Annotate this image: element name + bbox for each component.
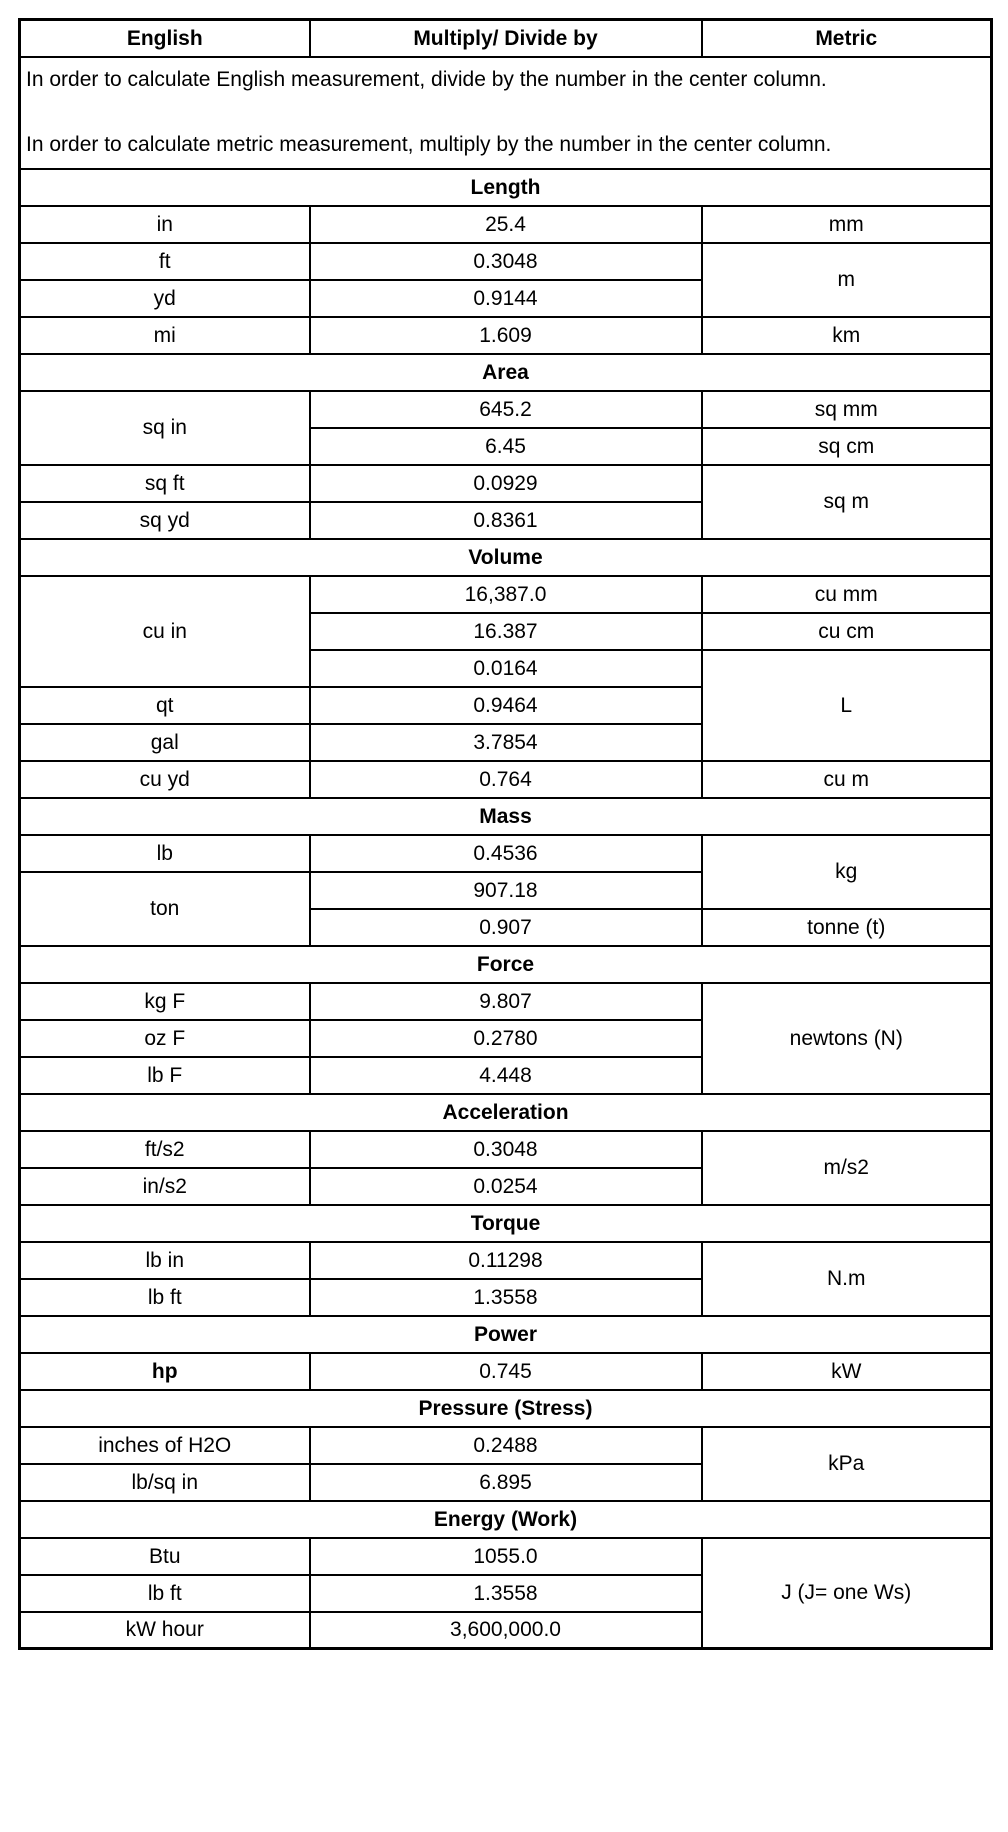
section-title-area: Area bbox=[20, 354, 992, 391]
header-row bbox=[20, 20, 992, 57]
factor-value: 4.448 bbox=[310, 1057, 702, 1094]
section-title-length: Length bbox=[20, 169, 992, 206]
factor-value: 0.0164 bbox=[310, 650, 702, 687]
factor-value: 0.4536 bbox=[310, 835, 702, 872]
table-row bbox=[20, 465, 992, 502]
section-row bbox=[20, 1390, 992, 1427]
english-unit: inches of H2O bbox=[20, 1427, 310, 1464]
english-unit: cu in bbox=[20, 576, 310, 687]
english-unit: ft bbox=[20, 243, 310, 280]
instructions-cell bbox=[20, 57, 992, 169]
factor-value: 6.45 bbox=[310, 428, 702, 465]
table-row bbox=[20, 835, 992, 872]
factor-value: 0.3048 bbox=[310, 1131, 702, 1168]
english-unit: Btu bbox=[20, 1538, 310, 1575]
table-row bbox=[20, 576, 992, 613]
table-row bbox=[20, 317, 992, 354]
factor-value: 25.4 bbox=[310, 206, 702, 243]
english-unit: yd bbox=[20, 280, 310, 317]
factor-value: 3.7854 bbox=[310, 724, 702, 761]
metric-unit: sq m bbox=[702, 465, 992, 539]
metric-unit: m/s2 bbox=[702, 1131, 992, 1205]
english-rule-note: In order to calculate English measurement, divide by the number in the center column. bbox=[26, 68, 827, 92]
table-row bbox=[20, 1427, 992, 1464]
section-row bbox=[20, 1501, 992, 1538]
metric-rule-note: In order to calculate metric measurement, multiply by the number in the center column. bbox=[26, 132, 832, 156]
factor-value: 0.745 bbox=[310, 1353, 702, 1390]
factor-value: 0.11298 bbox=[310, 1242, 702, 1279]
table-row bbox=[20, 761, 992, 798]
metric-unit: mm bbox=[702, 206, 992, 243]
table-row bbox=[20, 391, 992, 428]
section-row bbox=[20, 539, 992, 576]
factor-value: 6.895 bbox=[310, 1464, 702, 1501]
metric-unit: kPa bbox=[702, 1427, 992, 1501]
english-unit: qt bbox=[20, 687, 310, 724]
english-unit: lb/sq in bbox=[20, 1464, 310, 1501]
factor-value: 645.2 bbox=[310, 391, 702, 428]
factor-value: 1055.0 bbox=[310, 1538, 702, 1575]
factor-value: 1.3558 bbox=[310, 1575, 702, 1612]
section-row bbox=[20, 798, 992, 835]
metric-unit: sq mm bbox=[702, 391, 992, 428]
metric-unit: cu m bbox=[702, 761, 992, 798]
english-unit: lb ft bbox=[20, 1279, 310, 1316]
factor-value: 0.0929 bbox=[310, 465, 702, 502]
factor-value: 0.907 bbox=[310, 909, 702, 946]
table-row bbox=[20, 206, 992, 243]
english-unit: sq ft bbox=[20, 465, 310, 502]
factor-value: 0.3048 bbox=[310, 243, 702, 280]
english-unit: sq yd bbox=[20, 502, 310, 539]
factor-value: 0.8361 bbox=[310, 502, 702, 539]
metric-unit: cu cm bbox=[702, 613, 992, 650]
section-row bbox=[20, 1316, 992, 1353]
factor-value: 0.0254 bbox=[310, 1168, 702, 1205]
factor-value: 0.2780 bbox=[310, 1020, 702, 1057]
table-row bbox=[20, 243, 992, 280]
section-title-power: Power bbox=[20, 1316, 992, 1353]
section-row bbox=[20, 1094, 992, 1131]
section-row bbox=[20, 946, 992, 983]
factor-column-header: Multiply/ Divide by bbox=[310, 20, 702, 57]
metric-unit: cu mm bbox=[702, 576, 992, 613]
table-row bbox=[20, 1538, 992, 1575]
section-title-acceleration: Acceleration bbox=[20, 1094, 992, 1131]
english-column-header: English bbox=[20, 20, 310, 57]
english-unit: in bbox=[20, 206, 310, 243]
factor-value: 0.9144 bbox=[310, 280, 702, 317]
factor-value: 1.3558 bbox=[310, 1279, 702, 1316]
metric-unit: tonne (t) bbox=[702, 909, 992, 946]
metric-unit: km bbox=[702, 317, 992, 354]
section-row bbox=[20, 354, 992, 391]
factor-value: 3,600,000.0 bbox=[310, 1612, 702, 1649]
english-unit: ft/s2 bbox=[20, 1131, 310, 1168]
english-unit: lb F bbox=[20, 1057, 310, 1094]
metric-column-header: Metric bbox=[702, 20, 992, 57]
metric-unit: L bbox=[702, 650, 992, 761]
factor-value: 907.18 bbox=[310, 872, 702, 909]
table-row bbox=[20, 1353, 992, 1390]
factor-value: 16,387.0 bbox=[310, 576, 702, 613]
section-title-force: Force bbox=[20, 946, 992, 983]
factor-value: 0.764 bbox=[310, 761, 702, 798]
conversion-table bbox=[18, 18, 993, 1650]
section-title-volume: Volume bbox=[20, 539, 992, 576]
english-unit: kg F bbox=[20, 983, 310, 1020]
metric-unit: m bbox=[702, 243, 992, 317]
section-title-pressure: Pressure (Stress) bbox=[20, 1390, 992, 1427]
factor-value: 1.609 bbox=[310, 317, 702, 354]
english-unit: sq in bbox=[20, 391, 310, 465]
table-row bbox=[20, 1242, 992, 1279]
factor-value: 0.9464 bbox=[310, 687, 702, 724]
metric-unit: kW bbox=[702, 1353, 992, 1390]
english-unit: lb in bbox=[20, 1242, 310, 1279]
english-unit: oz F bbox=[20, 1020, 310, 1057]
metric-unit: N.m bbox=[702, 1242, 992, 1316]
metric-unit: sq cm bbox=[702, 428, 992, 465]
english-unit: lb ft bbox=[20, 1575, 310, 1612]
english-unit: gal bbox=[20, 724, 310, 761]
table-row bbox=[20, 1131, 992, 1168]
section-row bbox=[20, 169, 992, 206]
english-unit: ton bbox=[20, 872, 310, 946]
metric-unit: kg bbox=[702, 835, 992, 909]
instructions-row bbox=[20, 57, 992, 169]
section-title-mass: Mass bbox=[20, 798, 992, 835]
factor-value: 9.807 bbox=[310, 983, 702, 1020]
english-unit: cu yd bbox=[20, 761, 310, 798]
metric-unit: newtons (N) bbox=[702, 983, 992, 1094]
english-unit: kW hour bbox=[20, 1612, 310, 1649]
section-row bbox=[20, 1205, 992, 1242]
english-unit: mi bbox=[20, 317, 310, 354]
factor-value: 16.387 bbox=[310, 613, 702, 650]
english-unit: hp bbox=[20, 1353, 310, 1390]
factor-value: 0.2488 bbox=[310, 1427, 702, 1464]
section-title-energy: Energy (Work) bbox=[20, 1501, 992, 1538]
table-row bbox=[20, 983, 992, 1020]
metric-unit: J (J= one Ws) bbox=[702, 1538, 992, 1649]
english-unit: in/s2 bbox=[20, 1168, 310, 1205]
english-unit: lb bbox=[20, 835, 310, 872]
section-title-torque: Torque bbox=[20, 1205, 992, 1242]
